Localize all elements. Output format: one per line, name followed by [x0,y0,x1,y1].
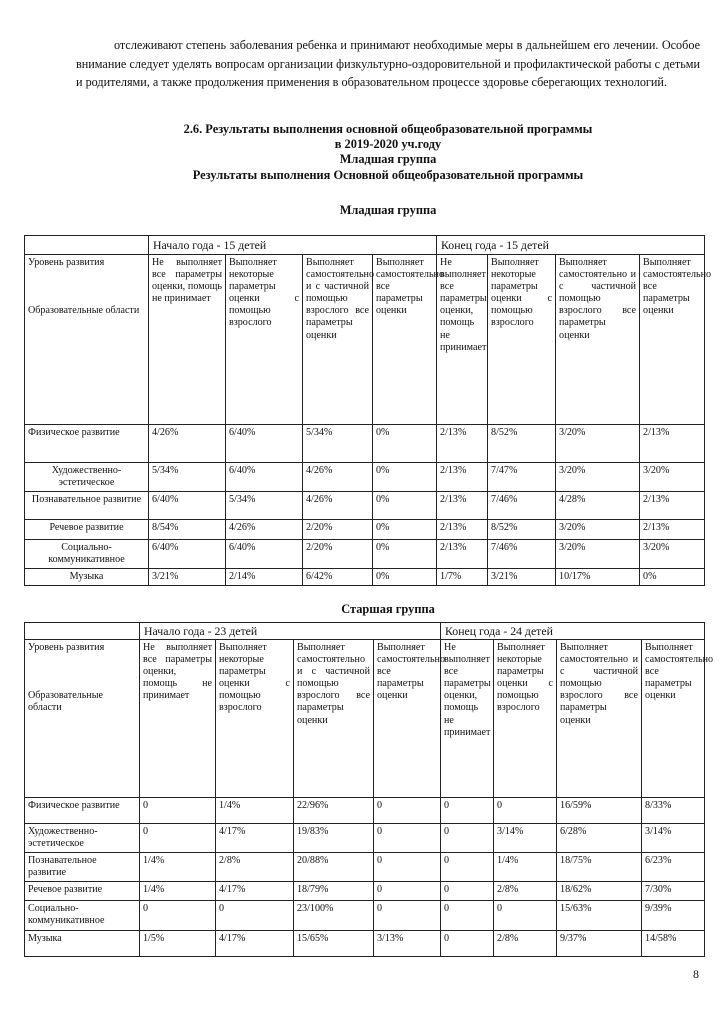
table-row [25,798,705,824]
empty-corner-cell [25,623,140,640]
section-heading-group: Младшая группа [339,152,437,166]
section-heading-results: Результаты выполнения Основной общеобразовательной программы [192,168,584,182]
criterion-header-cell: Не выполняет все параметры оценки, помощь не принимает [441,640,494,798]
area-name-cell: Речевое развитие [25,882,140,901]
value-cell: 18/79% [294,882,374,901]
value-cell: 6/40% [226,540,303,569]
value-cell: 2/8% [216,853,294,882]
value-cell: 0 [494,798,557,824]
value-cell: 0 [441,798,494,824]
value-cell: 3/20% [640,463,705,492]
table-row [25,492,705,520]
value-cell: 2/13% [437,540,488,569]
criterion-header-cell: Выполняет некоторые параметры оценки с помощью взрослого [494,640,557,798]
value-cell: 0 [441,882,494,901]
value-cell: 0 [441,930,494,956]
area-name-cell: Музыка [25,930,140,956]
value-cell: 6/40% [149,540,226,569]
value-cell: 2/8% [494,930,557,956]
value-cell: 0% [373,492,437,520]
value-cell: 3/20% [640,540,705,569]
level-areas-header-cell: Уровень развития Образовательные области [25,640,140,798]
criterion-header-cell: Выполняет самостоятельно и с частичной помощью взрослого все параметры оценки [294,640,374,798]
criterion-header-cell: Выполняет самостоятельно и с частичной помощью взрослого все параметры оценки [556,255,640,425]
value-cell: 2/8% [494,882,557,901]
value-cell: 6/42% [303,569,373,586]
value-cell: 3/20% [556,540,640,569]
area-name-cell: Познавательное развитие [25,853,140,882]
value-cell: 5/34% [149,463,226,492]
criteria-header-row [25,255,705,425]
value-cell: 0% [373,425,437,463]
area-name-cell: Музыка [25,569,149,586]
start-of-year-header: Начало года - 23 детей [140,623,441,640]
value-cell: 4/17% [216,824,294,853]
value-cell: 0 [374,824,441,853]
value-cell: 8/54% [149,520,226,540]
value-cell: 3/20% [556,425,640,463]
value-cell: 0 [140,798,216,824]
table-row [25,425,705,463]
criterion-header-cell: Не выполняет все параметры оценки, помощь не принимает [140,640,216,798]
criterion-header-cell: Выполняет самостоятельно и с частичной помощью взрослого все параметры оценки [303,255,373,425]
criterion-header-cell: Выполняет самостоятельно все параметры оценки [640,255,705,425]
area-name-cell: Социально-коммуникативное [25,540,149,569]
table-row [25,882,705,901]
value-cell: 2/13% [437,463,488,492]
criterion-header-cell: Выполняет самостоятельно и с частичной помощью взрослого все параметры оценки [557,640,642,798]
value-cell: 2/13% [640,425,705,463]
area-name-cell: Физическое развитие [25,425,149,463]
value-cell: 3/14% [642,824,705,853]
junior-group-table [24,235,712,586]
value-cell: 4/26% [226,520,303,540]
empty-corner-cell [25,236,149,255]
end-of-year-header: Конец года - 24 детей [441,623,705,640]
table-row [25,520,705,540]
value-cell: 2/13% [640,492,705,520]
value-cell: 4/26% [303,463,373,492]
criterion-header-cell: Выполняет некоторые параметры оценки с помощью взрослого [226,255,303,425]
table-row [25,853,705,882]
value-cell: 20/88% [294,853,374,882]
senior-group-table [24,622,714,957]
value-cell: 1/4% [494,853,557,882]
value-cell: 2/13% [437,425,488,463]
value-cell: 2/14% [226,569,303,586]
value-cell: 7/30% [642,882,705,901]
value-cell: 9/39% [642,901,705,930]
value-cell: 1/4% [140,882,216,901]
start-of-year-header: Начало года - 15 детей [149,236,437,255]
value-cell: 10/17% [556,569,640,586]
table-row [25,824,705,853]
value-cell: 3/13% [374,930,441,956]
table-row [25,569,705,586]
value-cell: 9/37% [557,930,642,956]
value-cell: 15/63% [557,901,642,930]
value-cell: 3/21% [488,569,556,586]
level-areas-header-cell: Уровень развития Образовательные области [25,255,149,425]
value-cell: 2/13% [640,520,705,540]
value-cell: 1/7% [437,569,488,586]
value-cell: 15/65% [294,930,374,956]
value-cell: 14/58% [642,930,705,956]
value-cell: 3/21% [149,569,226,586]
value-cell: 2/20% [303,540,373,569]
value-cell: 3/20% [556,520,640,540]
value-cell: 6/40% [149,492,226,520]
value-cell: 0% [373,520,437,540]
value-cell: 4/28% [556,492,640,520]
area-name-cell: Социально-коммуникативное [25,901,140,930]
criterion-header-cell: Выполняет некоторые параметры оценки с помощью взрослого [488,255,556,425]
value-cell: 18/62% [557,882,642,901]
value-cell: 16/59% [557,798,642,824]
area-name-cell: Художественно-эстетическое [25,824,140,853]
section-heading-year: в 2019-2020 уч.году [334,137,442,151]
value-cell: 19/83% [294,824,374,853]
value-cell: 0 [374,882,441,901]
value-cell: 0 [216,901,294,930]
value-cell: 0 [441,853,494,882]
value-cell: 4/17% [216,882,294,901]
value-cell: 2/13% [437,520,488,540]
value-cell: 8/52% [488,425,556,463]
criterion-header-cell: Не выполняет все параметры оценки, помощь не принимает [149,255,226,425]
value-cell: 22/96% [294,798,374,824]
value-cell: 6/28% [557,824,642,853]
page-number: 8 [693,967,699,981]
intro-paragraph: отслеживают степень заболевания ребенка и принимают необходимые меры в дальнейшем его лечении. Особое внимание следует уделять вопросам организации физкультурно-оздоровительной и профилактической работы с детьми и родителями, а также продолжения применения в образовательном процессе здоровье сберегающих технологий. [76,38,700,89]
value-cell: 6/40% [226,463,303,492]
criterion-header-cell: Выполняет самостоятельно все параметры оценки [374,640,441,798]
value-cell: 3/20% [556,463,640,492]
criterion-header-cell: Выполняет самостоятельно все параметры оценки [373,255,437,425]
table-row [25,930,705,956]
value-cell: 2/20% [303,520,373,540]
value-cell: 0% [373,540,437,569]
table-row [25,901,705,930]
table2-title: Старшая группа [341,602,435,616]
value-cell: 4/26% [303,492,373,520]
value-cell: 6/23% [642,853,705,882]
table-row [25,463,705,492]
value-cell: 0 [494,901,557,930]
table-row [25,540,705,569]
value-cell: 4/26% [149,425,226,463]
value-cell: 0 [374,798,441,824]
value-cell: 1/5% [140,930,216,956]
value-cell: 7/46% [488,540,556,569]
value-cell: 23/100% [294,901,374,930]
value-cell: 0 [374,901,441,930]
value-cell: 4/17% [216,930,294,956]
value-cell: 0 [374,853,441,882]
area-name-cell: Физическое развитие [25,798,140,824]
value-cell: 0 [441,901,494,930]
criterion-header-cell: Выполняет некоторые параметры оценки с помощью взрослого [216,640,294,798]
value-cell: 0 [441,824,494,853]
section-heading: 2.6. Результаты выполнения основной общеобразовательной программы [183,122,593,136]
value-cell: 0% [373,569,437,586]
value-cell: 0 [140,824,216,853]
value-cell: 7/47% [488,463,556,492]
value-cell: 2/13% [437,492,488,520]
value-cell: 1/4% [140,853,216,882]
value-cell: 5/34% [303,425,373,463]
value-cell: 3/14% [494,824,557,853]
value-cell: 7/46% [488,492,556,520]
value-cell: 8/33% [642,798,705,824]
value-cell: 1/4% [216,798,294,824]
criterion-header-cell: Не выполняет все параметры оценки, помощь не принимает [437,255,488,425]
criterion-header-cell: Выполняет самостоятельно все параметры оценки [642,640,705,798]
value-cell: 18/75% [557,853,642,882]
value-cell: 0 [140,901,216,930]
value-cell: 8/52% [488,520,556,540]
end-of-year-header: Конец года - 15 детей [437,236,705,255]
area-name-cell: Речевое развитие [25,520,149,540]
area-name-cell: Познавательное развитие [25,492,149,520]
value-cell: 0% [373,463,437,492]
value-cell: 0% [640,569,705,586]
table1-title: Младшая группа [339,203,437,217]
value-cell: 6/40% [226,425,303,463]
value-cell: 5/34% [226,492,303,520]
criteria-header-row [25,640,705,798]
area-name-cell: Художественно-эстетическое [25,463,149,492]
